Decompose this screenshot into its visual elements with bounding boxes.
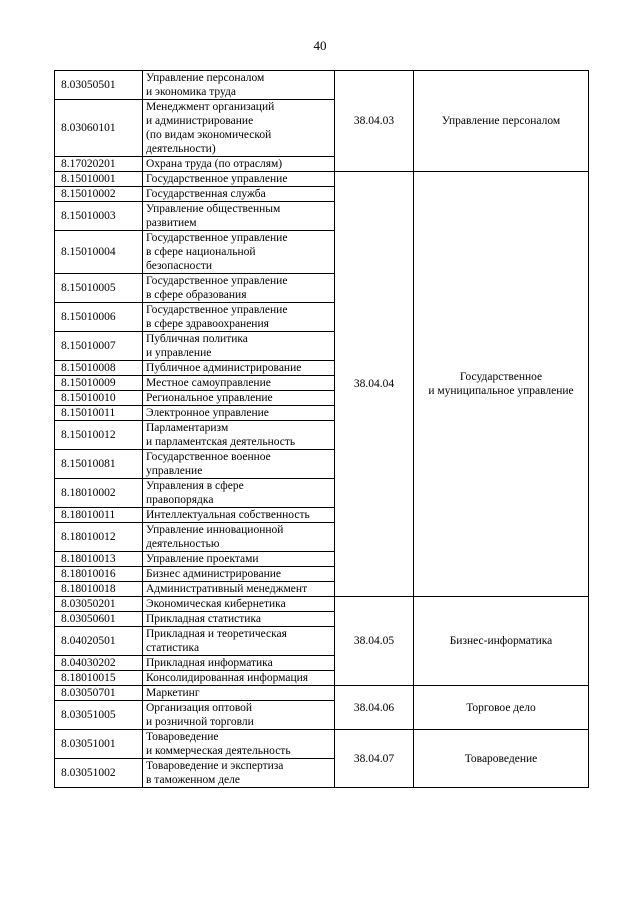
old-specialty-name: Бизнес администрирование (143, 567, 335, 582)
old-specialty-code: 8.03060101 (55, 100, 143, 157)
old-specialty-name: Консолидированная информация (143, 671, 335, 686)
old-specialty-name: Товароведение и экспертиза в таможенном деле (143, 759, 335, 788)
old-specialty-code: 8.15010010 (55, 391, 143, 406)
old-specialty-name: Экономическая кибернетика (143, 597, 335, 612)
table-row (55, 730, 589, 759)
old-specialty-code: 8.15010012 (55, 421, 143, 450)
old-specialty-code: 8.15010009 (55, 376, 143, 391)
old-specialty-name: Охрана труда (по отраслям) (143, 157, 335, 172)
old-specialty-code: 8.18010002 (55, 479, 143, 508)
page-number: 40 (313, 38, 327, 53)
old-specialty-name: Административный менеджмент (143, 582, 335, 597)
old-specialty-code: 8.18010013 (55, 552, 143, 567)
new-direction-code: 38.04.05 (335, 597, 414, 686)
old-specialty-code: 8.15010006 (55, 303, 143, 332)
old-specialty-code: 8.15010008 (55, 361, 143, 376)
table-row (55, 597, 589, 612)
old-specialty-name: Государственное военное управление (143, 450, 335, 479)
old-specialty-name: Государственное управление в сфере национальной безопасности (143, 231, 335, 274)
old-specialty-name: Региональное управление (143, 391, 335, 406)
old-specialty-name: Государственное управление в сфере здравоохранения (143, 303, 335, 332)
old-specialty-code: 8.18010018 (55, 582, 143, 597)
old-specialty-code: 8.15010004 (55, 231, 143, 274)
old-specialty-name: Организация оптовой и розничной торговли (143, 701, 335, 730)
old-specialty-code: 8.15010003 (55, 202, 143, 231)
new-direction-name: Товароведение (414, 730, 589, 788)
old-specialty-name: Управление проектами (143, 552, 335, 567)
new-direction-name: Управление персоналом (414, 71, 589, 172)
old-specialty-code: 8.15010001 (55, 172, 143, 187)
old-specialty-code: 8.15010081 (55, 450, 143, 479)
new-direction-code: 38.04.07 (335, 730, 414, 788)
old-specialty-name: Товароведение и коммерческая деятельность (143, 730, 335, 759)
new-direction-name: Государственное и муниципальное управление (414, 172, 589, 597)
old-specialty-code: 8.18010011 (55, 508, 143, 523)
old-specialty-code: 8.04020501 (55, 627, 143, 656)
old-specialty-name: Публичное администрирование (143, 361, 335, 376)
new-direction-code: 38.04.06 (335, 686, 414, 730)
old-specialty-code: 8.15010002 (55, 187, 143, 202)
table-body (55, 71, 589, 788)
table-row (55, 686, 589, 701)
old-specialty-name: Государственное управление в сфере образования (143, 274, 335, 303)
old-specialty-name: Управление инновационной деятельностью (143, 523, 335, 552)
old-specialty-name: Управление персоналом и экономика труда (143, 71, 335, 100)
old-specialty-name: Электронное управление (143, 406, 335, 421)
old-specialty-name: Маркетинг (143, 686, 335, 701)
new-direction-code: 38.04.04 (335, 172, 414, 597)
old-specialty-code: 8.15010011 (55, 406, 143, 421)
old-specialty-code: 8.18010012 (55, 523, 143, 552)
old-specialty-code: 8.03051002 (55, 759, 143, 788)
old-specialty-code: 8.03051005 (55, 701, 143, 730)
new-direction-name: Бизнес-информатика (414, 597, 589, 686)
table-row (55, 71, 589, 100)
old-specialty-name: Управления в сфере правопорядка (143, 479, 335, 508)
old-specialty-code: 8.04030202 (55, 656, 143, 671)
old-specialty-name: Интеллектуальная собственность (143, 508, 335, 523)
old-specialty-name: Прикладная статистика (143, 612, 335, 627)
old-specialty-name: Местное самоуправление (143, 376, 335, 391)
old-specialty-code: 8.03050701 (55, 686, 143, 701)
old-specialty-code: 8.18010016 (55, 567, 143, 582)
old-specialty-code: 8.15010007 (55, 332, 143, 361)
old-specialty-name: Государственная служба (143, 187, 335, 202)
old-specialty-name: Публичная политика и управление (143, 332, 335, 361)
old-specialty-code: 8.03050601 (55, 612, 143, 627)
old-specialty-name: Государственное управление (143, 172, 335, 187)
old-specialty-name: Прикладная и теоретическая статистика (143, 627, 335, 656)
old-specialty-name: Менеджмент организаций и администрирование (по видам экономической деятельности) (143, 100, 335, 157)
old-specialty-code: 8.03050501 (55, 71, 143, 100)
old-specialty-code: 8.17020201 (55, 157, 143, 172)
new-direction-name: Торговое дело (414, 686, 589, 730)
old-specialty-code: 8.03050201 (55, 597, 143, 612)
old-specialty-name: Управление общественным развитием (143, 202, 335, 231)
new-direction-code: 38.04.03 (335, 71, 414, 172)
old-specialty-name: Прикладная информатика (143, 656, 335, 671)
table-row (55, 172, 589, 187)
old-specialty-code: 8.15010005 (55, 274, 143, 303)
specialty-correspondence-table (54, 70, 589, 788)
old-specialty-code: 8.18010015 (55, 671, 143, 686)
old-specialty-code: 8.03051001 (55, 730, 143, 759)
old-specialty-name: Парламентаризм и парламентская деятельность (143, 421, 335, 450)
